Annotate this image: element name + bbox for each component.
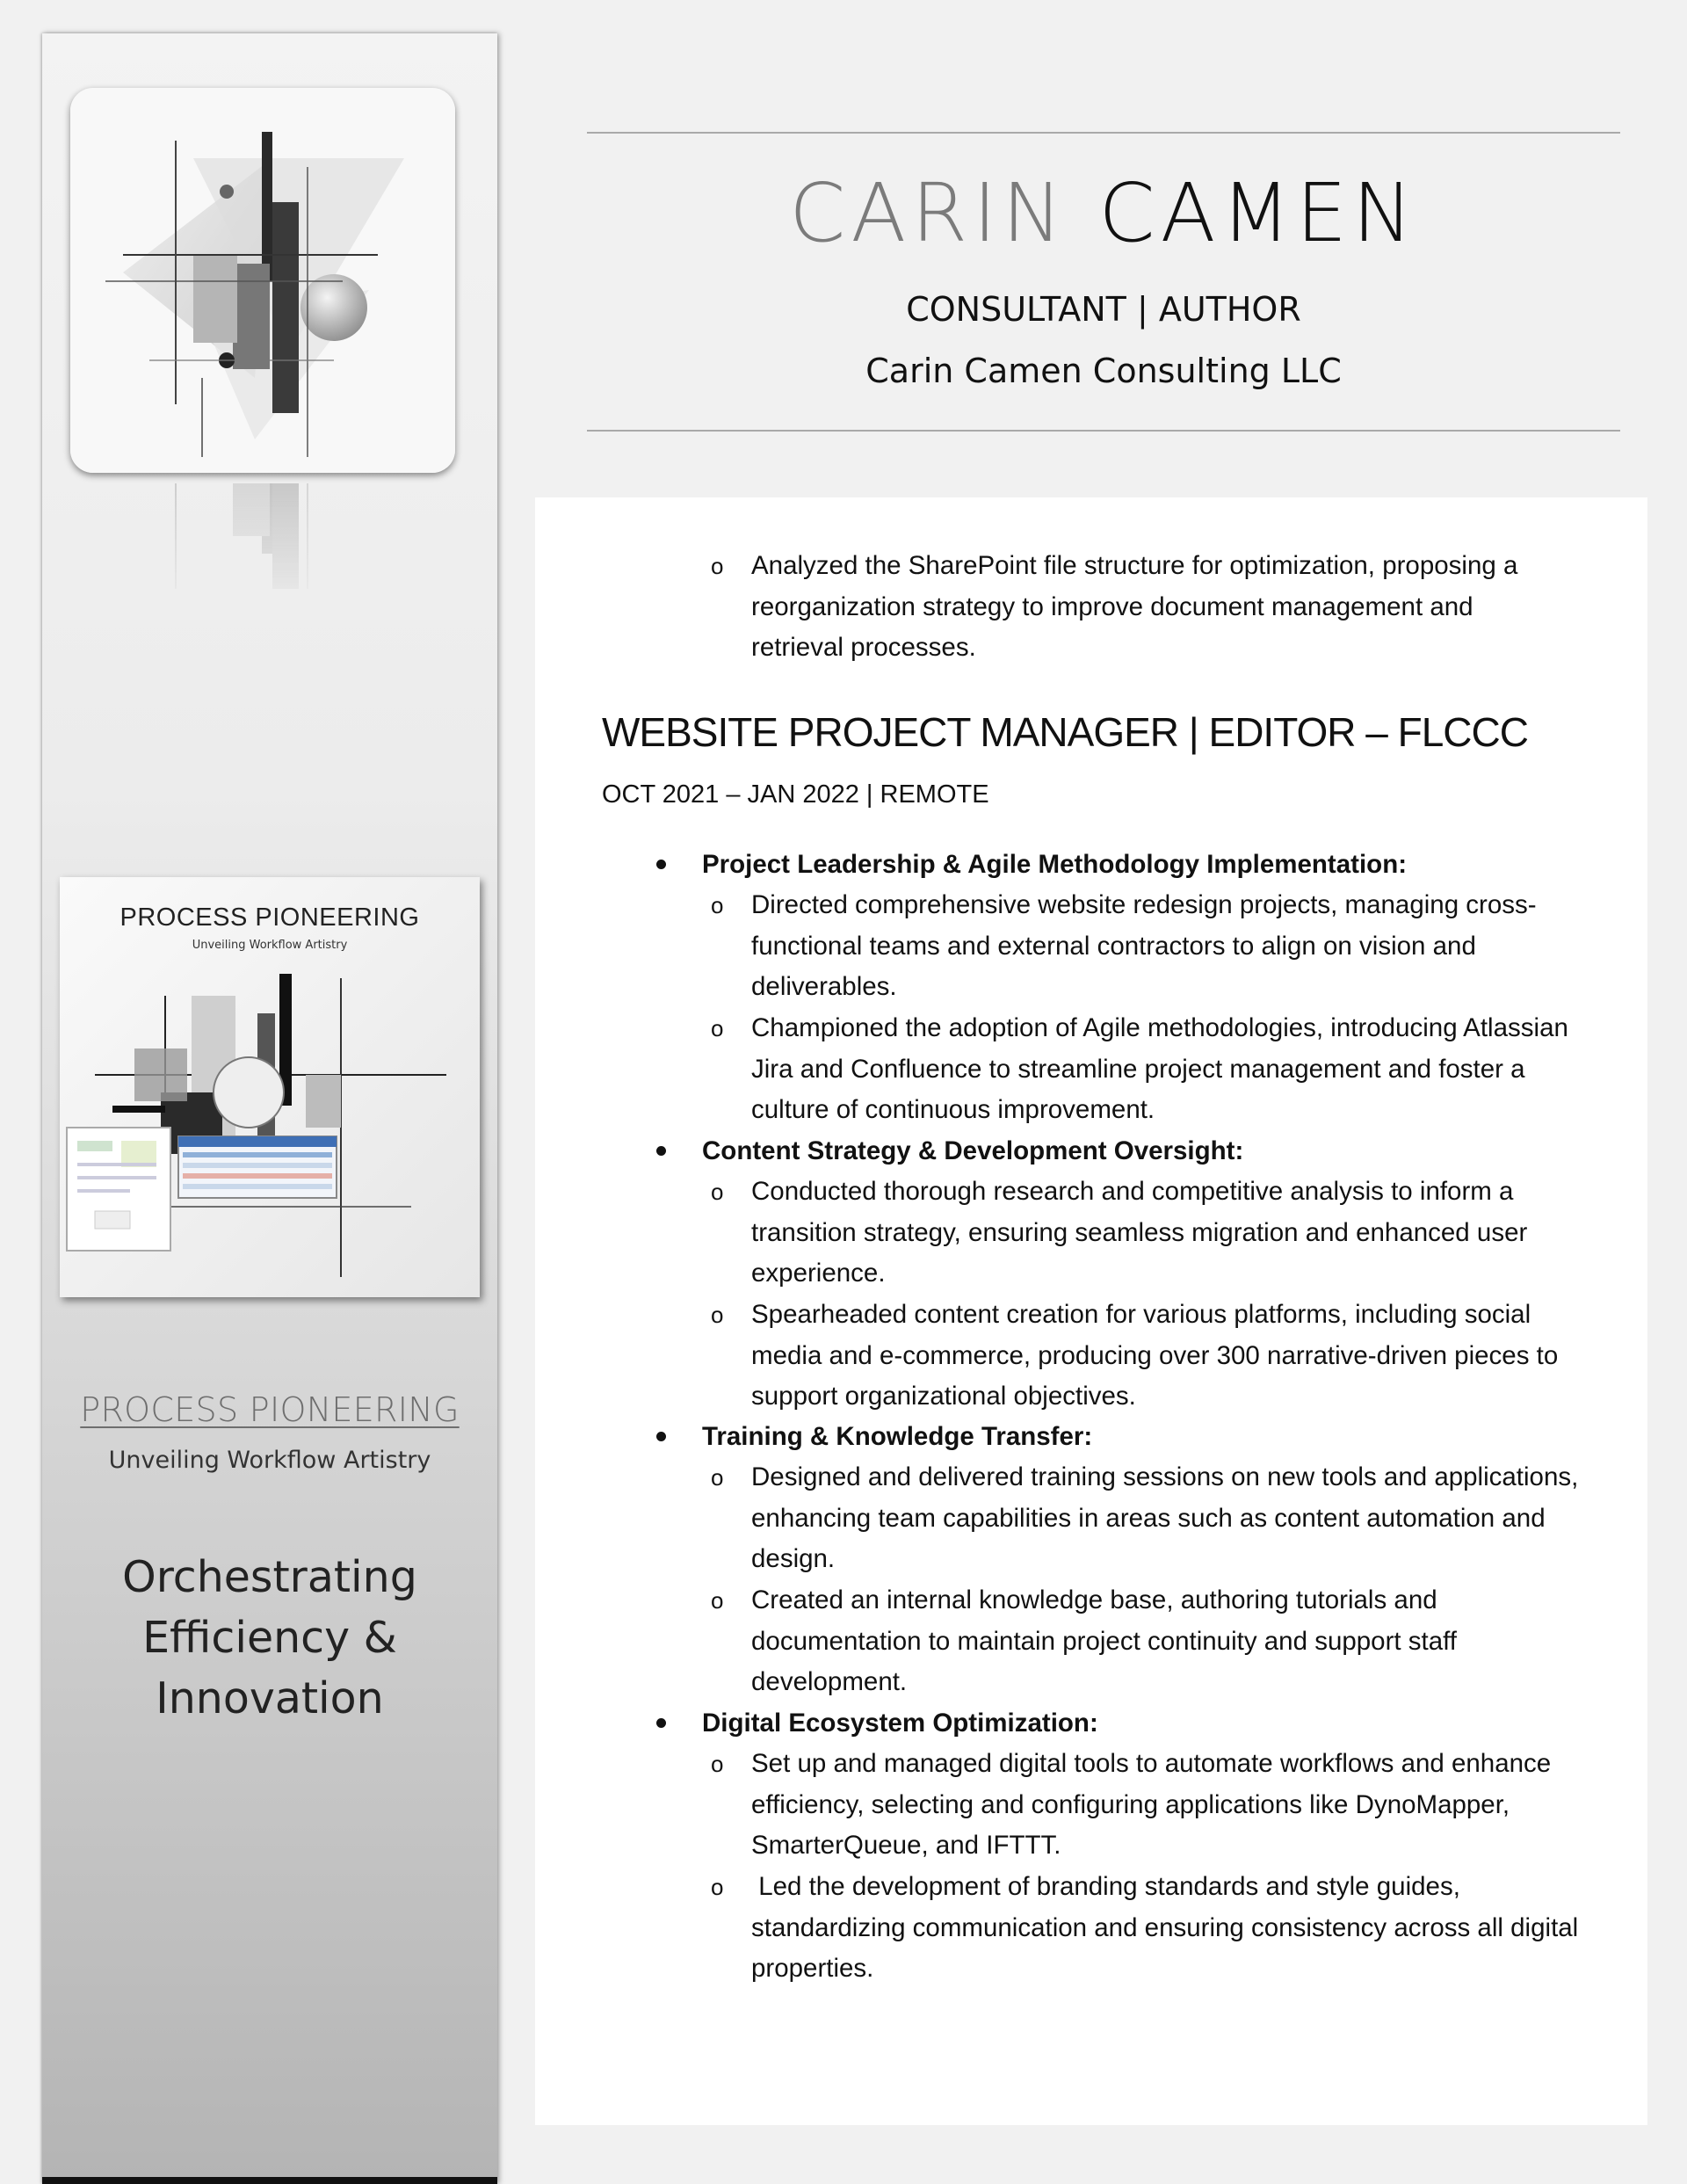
header-rule-top <box>587 132 1620 134</box>
bullet-dot-icon <box>656 1146 666 1156</box>
job-role: CONSULTANT | AUTHOR <box>906 290 1301 329</box>
section-heading: Training & Knowledge Transfer: <box>702 1417 1607 1458</box>
list-item: o Championed the adoption of Agile methodologies, introducing Atlassian Jira and Confluence to streamline project management and foster a culture of continuous improvement. <box>751 1008 1612 1131</box>
abstract-geometric-art <box>70 88 455 473</box>
candidate-name <box>587 165 1620 262</box>
circle-bullet-icon: o <box>711 1587 724 1614</box>
tagline-line: Orchestrating <box>122 1552 417 1602</box>
bullet-dot-icon <box>656 1718 666 1728</box>
circle-bullet-icon: o <box>711 892 724 918</box>
list-item: o Led the development of branding standards and style guides, standardizing communication and ensuring consistency across all digital properties. <box>751 1867 1612 1990</box>
list-item: o Designed and delivered training sessions on new tools and applications, enhancing team capabilities in areas such as content automation and design. <box>751 1457 1612 1580</box>
section-heading: Project Leadership & Agile Methodology Implementation: <box>702 845 1607 886</box>
list-item: o Conducted thorough research and competitive analysis to inform a transition strategy, ensuring seamless migration and enhanced user experience. <box>751 1172 1612 1295</box>
company-name: Carin Camen Consulting LLC <box>865 352 1342 390</box>
circle-bullet-icon: o <box>711 1464 724 1491</box>
tagline-line: Efficiency & <box>142 1613 397 1663</box>
first-name: CARIN <box>789 166 1068 260</box>
list-item: o Spearheaded content creation for various platforms, including social media and e-commerce, producing over 300 narrative-driven pieces to support organizational objectives. <box>751 1295 1612 1418</box>
circle-bullet-icon: o <box>711 1015 724 1041</box>
sidebar <box>42 33 497 2184</box>
cover-illustration <box>60 961 480 1297</box>
bullet-dot-icon <box>656 860 666 869</box>
logo-reflection <box>70 483 455 615</box>
resume-content-card <box>535 497 1647 2125</box>
section-heading: Content Strategy & Development Oversight: <box>702 1131 1607 1172</box>
job-dates-location: OCT 2021 – JAN 2022 | REMOTE <box>602 780 989 809</box>
circle-bullet-icon: o <box>711 1302 724 1328</box>
book-cover-image <box>60 877 480 1297</box>
list-item: o Analyzed the SharePoint file structure for optimization, proposing a reorganization strategy to improve document management and retrieval processes. <box>751 546 1612 669</box>
tagline-line: Innovation <box>156 1673 384 1723</box>
last-name: CAMEN <box>1098 166 1418 260</box>
circle-bullet-icon: o <box>711 1179 724 1205</box>
tagline <box>77 1547 462 1729</box>
book-title: PROCESS PIONEERING <box>80 1390 460 1429</box>
bullet-dot-icon <box>656 1432 666 1441</box>
list-item: o Set up and managed digital tools to automate workflows and enhance efficiency, selecting and configuring applications like DynoMapper, SmarterQueue, and IFTTT. <box>751 1744 1612 1867</box>
list-item: o Directed comprehensive website redesign projects, managing cross- functional teams and external contractors to align on vision and deliverables. <box>751 885 1612 1008</box>
book-subtitle: Unveiling Workflow Artistry <box>108 1447 431 1474</box>
abstract-logo-image <box>70 88 455 473</box>
circle-bullet-icon: o <box>711 1751 724 1777</box>
header-rule-bottom <box>587 430 1620 432</box>
sidebar-bottom-bar <box>42 2177 497 2184</box>
circle-bullet-icon: o <box>711 553 724 579</box>
section-heading: Digital Ecosystem Optimization: <box>702 1703 1607 1745</box>
job-title: WEBSITE PROJECT MANAGER | EDITOR – FLCCC <box>602 709 1528 755</box>
cover-title: PROCESS PIONEERING <box>119 903 420 932</box>
list-item: o Created an internal knowledge base, authoring tutorials and documentation to maintain project continuity and support staff development. <box>751 1580 1612 1703</box>
circle-bullet-icon: o <box>711 1874 724 1900</box>
cover-subtitle: Unveiling Workflow Artistry <box>192 939 348 952</box>
